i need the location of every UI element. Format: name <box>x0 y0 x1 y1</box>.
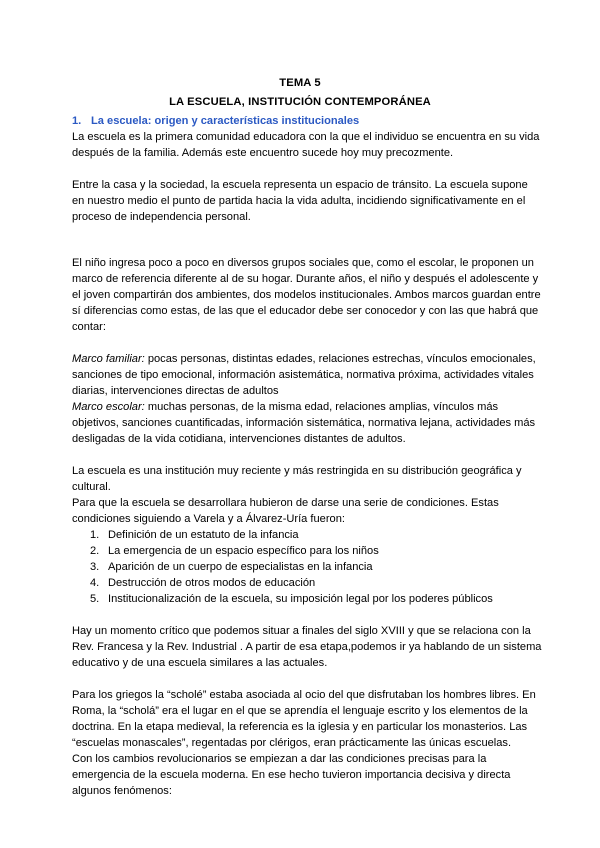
school-frame-text: muchas personas, de la misma edad, relaciones amplias, vínculos más objetivos, sanciones cuantificadas, información sistemática, normativa lejana, actividades más desligadas de la vida cotidiana, intervenciones distantes de adultos. <box>72 401 536 445</box>
school-frame-label: Marco escolar: <box>72 401 145 413</box>
document-title-block <box>0 74 600 112</box>
list-item <box>72 591 542 607</box>
document-body <box>72 113 542 799</box>
list-item-number: 1. <box>90 529 100 541</box>
list-item-number: 2. <box>90 545 100 557</box>
paragraph-conditions-intro: Para que la escuela se desarrollara hubieron de darse una serie de condiciones. Estas condiciones siguiendo a Varela y a Álvarez-Uría fueron: <box>72 497 499 525</box>
topic-title: TEMA 5 <box>279 77 321 89</box>
family-frame-text: pocas personas, distintas edades, relaciones estrechas, vínculos emocionales, sanciones de tipo emocional, información asistemática, normativa próxima, actividades vitales diarias, intervenciones directas de adultos <box>72 353 536 397</box>
section-heading-text: La escuela: origen y características institucionales <box>91 115 360 127</box>
list-item-number: 4. <box>90 577 100 589</box>
list-item-number: 3. <box>90 561 100 573</box>
list-item <box>72 543 542 559</box>
paragraph-transit: Entre la casa y la sociedad, la escuela representa un espacio de tránsito. La escuela supone en nuestro medio el punto de partida hacia la vida adulta, incidiendo significativamente en el proceso de independencia personal. <box>72 179 528 223</box>
list-item-text: Institucionalización de la escuela, su imposición legal por los poderes públicos <box>108 593 493 605</box>
list-item-text: La emergencia de un espacio específico para los niños <box>108 545 379 557</box>
list-item <box>72 559 542 575</box>
list-item-number: 5. <box>90 593 100 605</box>
section-number: 1. <box>72 115 82 127</box>
conditions-list <box>72 527 542 607</box>
list-item-text: Aparición de un cuerpo de especialistas en la infancia <box>108 561 373 573</box>
list-item <box>72 527 542 543</box>
paragraph-family-frame <box>72 351 542 399</box>
list-item <box>72 575 542 591</box>
list-item-text: Destrucción de otros modos de educación <box>108 577 316 589</box>
paragraph-intro: La escuela es la primera comunidad educadora con la que el individuo se encuentra en su vida después de la familia. Además este encuentro sucede hoy muy precozmente. <box>72 131 540 159</box>
paragraph-history: Para los griegos la “scholé” estaba asociada al ocio del que disfrutaban los hombres libres. En Roma, la “scholá” era el lugar en el que se aprendía el lenguaje escrito y los elementos de la doctrina. En la etapa medieval, la referencia es la iglesia y en particular los monasterios. Las “escuelas monascales”, regentadas por clérigos, eran prácticamente las únicas escuelas. <box>72 689 536 749</box>
section-heading <box>72 113 542 129</box>
document-subtitle: LA ESCUELA, INSTITUCIÓN CONTEMPORÁNEA <box>169 96 431 108</box>
family-frame-label: Marco familiar: <box>72 353 145 365</box>
paragraph-frameworks: El niño ingresa poco a poco en diversos grupos sociales que, como el escolar, le proponen un marco de referencia diferente al de su hogar. Durante años, el niño y después el adolescente y el joven compartirán dos ambientes, dos modelos institucionales. Ambos marcos guardan entre sí diferencias como estas, de las que el educador debe ser conocedor y con las que habrá que contar: <box>72 257 541 333</box>
list-item-text: Definición de un estatuto de la infancia <box>108 529 299 541</box>
paragraph-recent-institution: La escuela es una institución muy reciente y más restringida en su distribución geográfica y cultural. <box>72 465 522 493</box>
paragraph-school-frame <box>72 399 542 447</box>
paragraph-critical-moment: Hay un momento crítico que podemos situar a finales del siglo XVIII y que se relaciona con la Rev. Francesa y la Rev. Industrial . A partir de esa etapa,podemos ir ya hablando de un sistema educativo y de una escuela similares a las actuales. <box>72 625 542 669</box>
paragraph-revolutionary-changes: Con los cambios revolucionarios se empiezan a dar las condiciones precisas para la emergencia de la escuela moderna. En ese hecho tuvieron importancia decisiva y directa algunos fenómenos: <box>72 753 511 797</box>
